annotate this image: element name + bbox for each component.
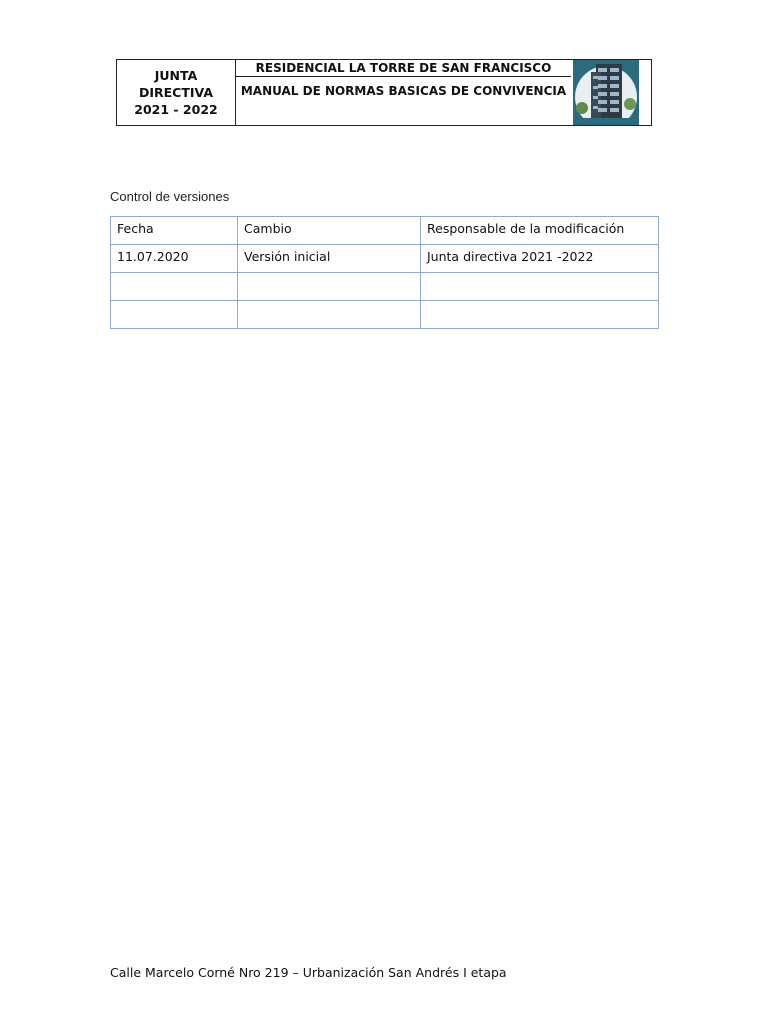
header-cell-fecha: Fecha <box>111 217 238 245</box>
table-cell: Versión inicial <box>238 245 421 273</box>
document-header <box>116 59 652 126</box>
residence-title: RESIDENCIAL LA TORRE DE SAN FRANCISCO <box>236 60 571 77</box>
page-footer-address: Calle Marcelo Corné Nro 219 – Urbanización San Andrés I etapa <box>110 965 507 980</box>
table-cell <box>238 301 421 329</box>
table-cell <box>421 301 659 329</box>
header-titles <box>236 60 571 125</box>
table-cell: Junta directiva 2021 -2022 <box>421 245 659 273</box>
manual-title: MANUAL DE NORMAS BASICAS DE CONVIVENCIA <box>240 84 567 98</box>
table-cell <box>421 273 659 301</box>
board-label: JUNTA DIRECTIVA 2021 - 2022 <box>117 60 236 125</box>
table-cell: 11.07.2020 <box>111 245 238 273</box>
table-row <box>111 301 659 329</box>
building-logo-icon <box>573 60 639 125</box>
table-row <box>111 245 659 273</box>
version-control-table <box>110 216 659 329</box>
table-cell <box>111 301 238 329</box>
table-cell <box>238 273 421 301</box>
header-cell-responsable: Responsable de la modificación <box>421 217 659 245</box>
section-label: Control de versiones <box>110 189 230 204</box>
logo-cell <box>571 60 651 125</box>
table-cell <box>111 273 238 301</box>
header-cell-cambio: Cambio <box>238 217 421 245</box>
table-header-row <box>111 217 659 245</box>
table-row <box>111 273 659 301</box>
